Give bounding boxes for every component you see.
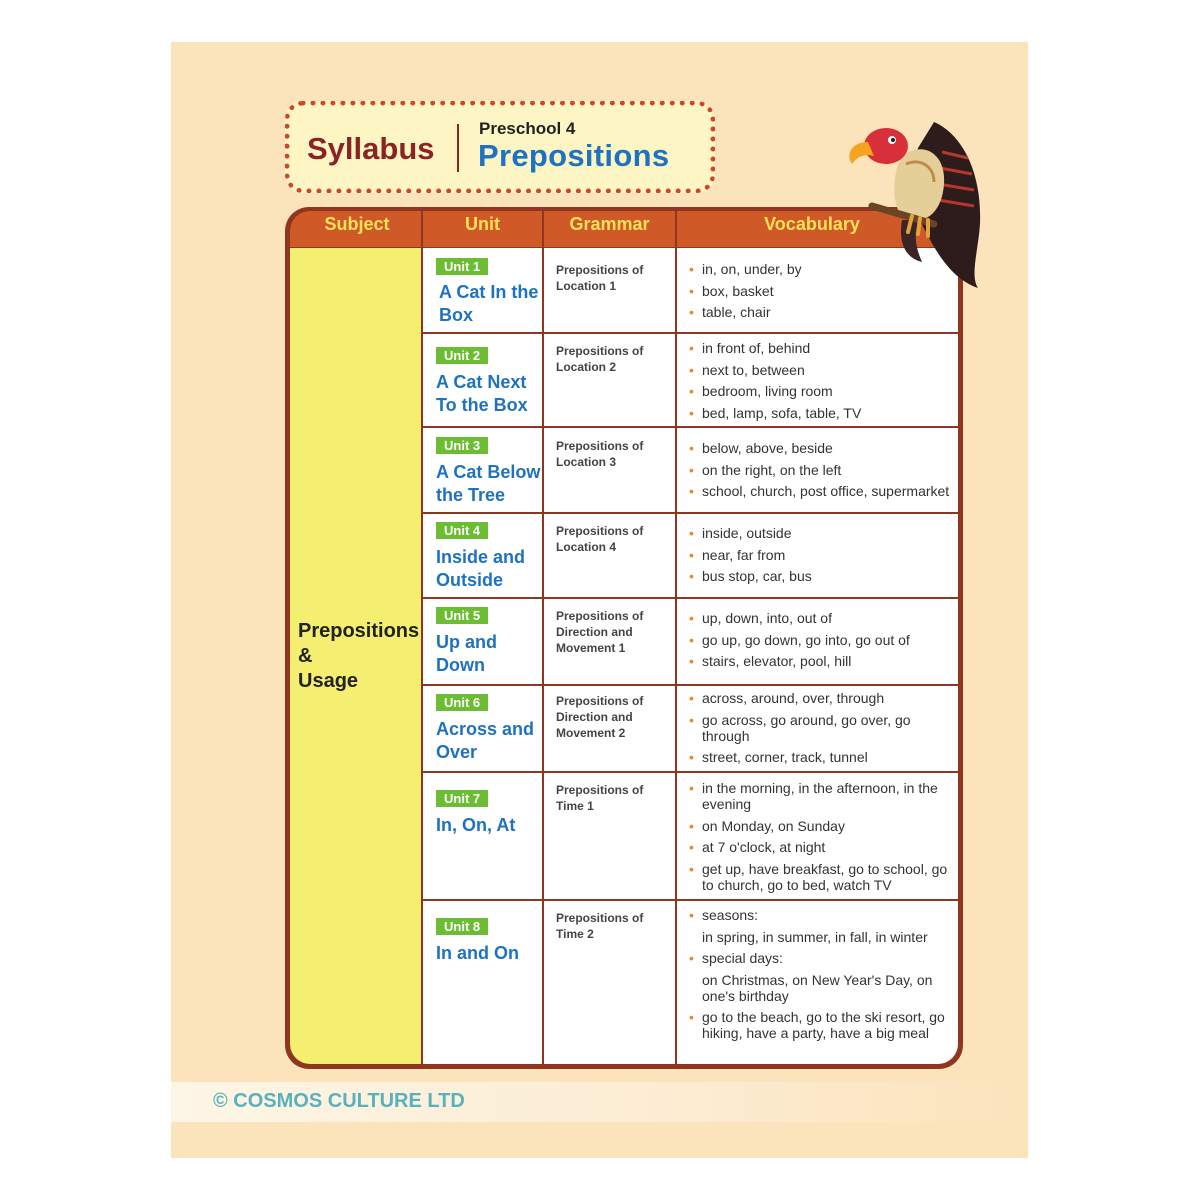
unit-title: A Cat In the Box: [439, 282, 539, 325]
vocab-item: • special days:: [689, 950, 954, 966]
grammar-cell: Prepositions of Location 1: [556, 263, 644, 293]
column-divider: [421, 248, 423, 1064]
level-label: Preschool 4: [479, 119, 576, 138]
vocab-list: [689, 440, 954, 505]
vocab-item: • below, above, beside: [689, 440, 954, 456]
vocab-list: [689, 690, 954, 771]
vocab-item: • on Monday, on Sunday: [689, 818, 954, 834]
vocab-list: [689, 525, 954, 590]
vocab-list: [689, 907, 954, 1047]
subject-label: [298, 619, 419, 694]
grammar-cell: Prepositions of Location 3: [556, 439, 644, 469]
vocab-item: • stairs, elevator, pool, hill: [689, 653, 954, 669]
grammar-cell: Prepositions of Time 1: [556, 783, 644, 813]
vocab-item: on Christmas, on New Year's Day, on one's birthday: [702, 971, 933, 1004]
vulture-illustration: [842, 112, 988, 290]
unit-badge: Unit 2: [436, 347, 488, 364]
row-divider: [423, 512, 958, 514]
vocab-list: [689, 340, 954, 426]
unit-badge: Unit 1: [436, 258, 488, 275]
row-divider: [423, 684, 958, 686]
unit-title: In and On: [436, 943, 519, 963]
vocab-item: • on the right, on the left: [689, 462, 954, 478]
unit-title: Inside and Outside: [436, 547, 526, 590]
unit-title: Up and Down: [436, 632, 497, 675]
header-divider: [542, 211, 544, 247]
grammar-cell: Prepositions of Location 2: [556, 344, 644, 374]
grammar-cell: Prepositions of Direction and Movement 1: [556, 609, 644, 655]
column-divider: [542, 248, 544, 1064]
vocab-item: • up, down, into, out of: [689, 610, 954, 626]
vocab-item: • bedroom, living room: [689, 383, 954, 399]
header-grammar: Grammar: [569, 214, 650, 234]
row-divider: [423, 899, 958, 901]
header-divider: [421, 211, 423, 247]
vocab-item: • in front of, behind: [689, 340, 954, 356]
header-unit: Unit: [465, 214, 500, 234]
unit-badge: Unit 3: [436, 437, 488, 454]
title-divider: [457, 124, 459, 172]
unit-badge: Unit 5: [436, 607, 488, 624]
header-vocabulary: Vocabulary: [764, 214, 860, 234]
vocab-item: • bed, lamp, sofa, table, TV: [689, 405, 954, 421]
vocab-item: • table, chair: [689, 304, 954, 320]
vocab-item: • inside, outside: [689, 525, 954, 541]
vocab-list: [689, 610, 954, 675]
subject-line: &: [298, 645, 313, 667]
subject-line: Prepositions: [298, 620, 420, 642]
row-divider: [423, 597, 958, 599]
vocab-item: • at 7 o'clock, at night: [689, 839, 954, 855]
header-subject: Subject: [324, 214, 390, 234]
row-divider: [423, 771, 958, 773]
grammar-cell: Prepositions of Time 2: [556, 911, 644, 941]
unit-title: A Cat Next To the Box: [436, 372, 528, 415]
vocab-item: • near, far from: [689, 547, 954, 563]
vocab-item: • box, basket: [689, 283, 954, 299]
syllabus-label: Syllabus: [307, 131, 435, 166]
vocab-item: • bus stop, car, bus: [689, 568, 954, 584]
vocab-item: in spring, in summer, in fall, in winter: [702, 928, 928, 945]
vocab-item: • in, on, under, by: [689, 261, 954, 277]
copyright-text: © COSMOS CULTURE LTD: [213, 1090, 465, 1112]
vocab-item: • seasons:: [689, 907, 954, 923]
vocab-item: • school, church, post office, supermarket: [689, 483, 954, 499]
vocab-item: • get up, have breakfast, go to school, go to church, go to bed, watch TV: [689, 861, 954, 893]
vocab-item: • across, around, over, through: [689, 690, 954, 706]
header-divider: [675, 211, 677, 247]
vocab-item: • go across, go around, go over, go through: [689, 712, 954, 744]
grammar-cell: Prepositions of Direction and Movement 2: [556, 694, 644, 740]
row-divider: [423, 332, 958, 334]
vocab-item: • next to, between: [689, 362, 954, 378]
unit-title: In, On, At: [436, 815, 516, 835]
subject-line: Usage: [298, 670, 359, 692]
unit-title: Across and Over: [436, 719, 535, 762]
vocab-list: [689, 780, 954, 898]
topic-title: Prepositions: [478, 138, 670, 173]
unit-badge: Unit 7: [436, 790, 488, 807]
column-divider: [675, 248, 677, 1064]
unit-badge: Unit 6: [436, 694, 488, 711]
unit-badge: Unit 4: [436, 522, 488, 539]
grammar-cell: Prepositions of Location 4: [556, 524, 644, 554]
unit-badge: Unit 8: [436, 918, 488, 935]
unit-title: A Cat Below the Tree: [436, 462, 541, 505]
vocab-item: • go up, go down, go into, go out of: [689, 632, 954, 648]
vocab-item: • go to the beach, go to the ski resort, go hiking, have a party, have a big meal: [689, 1009, 954, 1041]
vocab-item: • street, corner, track, tunnel: [689, 749, 954, 765]
vocab-item: • in the morning, in the afternoon, in the evening: [689, 780, 954, 812]
